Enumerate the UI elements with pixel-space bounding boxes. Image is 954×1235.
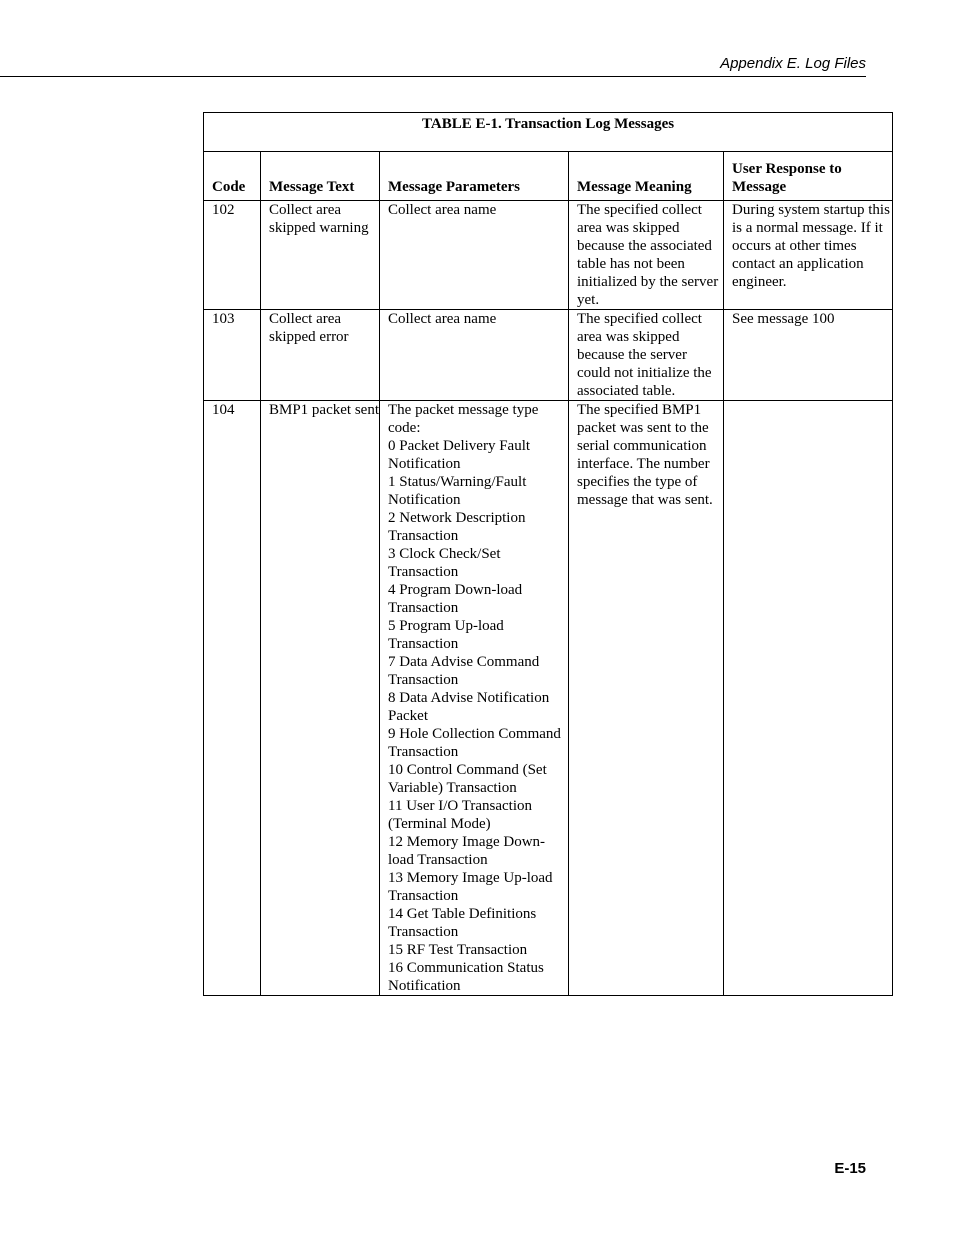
parameter-line: 10 Control Command (Set Variable) Transaction xyxy=(388,762,547,796)
running-header: Appendix E. Log Files xyxy=(720,55,866,72)
parameter-line: 16 Communication Status Notification xyxy=(388,960,544,994)
table-row xyxy=(204,401,893,996)
parameter-line: 12 Memory Image Down-load Transaction xyxy=(388,834,546,868)
parameter-line: 7 Data Advise Command Transaction xyxy=(388,654,540,688)
column-header-code: Code xyxy=(204,152,261,201)
message-text-cell: BMP1 packet sent xyxy=(261,401,380,996)
parameter-line: 5 Program Up-load Transaction xyxy=(388,618,504,652)
parameter-line: 8 Data Advise Notification Packet xyxy=(388,690,550,724)
column-header-message-meaning: Message Meaning xyxy=(569,152,724,201)
message-parameters-cell xyxy=(380,310,569,401)
parameter-line: 11 User I/O Transaction (Terminal Mode) xyxy=(388,798,533,832)
user-response-cell: During system startup this is a normal message. If it occurs at other times contact an application engineer. xyxy=(724,201,893,310)
parameter-line: 0 Packet Delivery Fault Notification xyxy=(388,438,531,472)
user-response-cell xyxy=(724,401,893,996)
parameter-line: Collect area name xyxy=(388,311,497,327)
user-response-cell: See message 100 xyxy=(724,310,893,401)
message-parameters-cell xyxy=(380,401,569,996)
parameter-line: Collect area name xyxy=(388,202,497,218)
table-row xyxy=(204,201,893,310)
column-header-user-response: User Response to Message xyxy=(724,152,893,201)
message-text-cell: Collect area skipped warning xyxy=(261,201,380,310)
code-cell: 104 xyxy=(204,401,261,996)
code-cell: 103 xyxy=(204,310,261,401)
header-rule xyxy=(0,76,866,77)
table-caption: TABLE E-1. Transaction Log Messages xyxy=(204,113,893,152)
message-meaning-cell: The specified BMP1 packet was sent to the serial communication interface. The number specifies the type of message that was sent. xyxy=(569,401,724,996)
parameter-line: 1 Status/Warning/Fault Notification xyxy=(388,474,527,508)
code-cell: 102 xyxy=(204,201,261,310)
table-row xyxy=(204,310,893,401)
parameter-line: The packet message type code: xyxy=(388,402,539,436)
parameter-line: 15 RF Test Transaction xyxy=(388,942,528,958)
column-header-message-parameters: Message Parameters xyxy=(380,152,569,201)
parameter-line: 14 Get Table Definitions Transaction xyxy=(388,906,537,940)
parameter-line: 4 Program Down-load Transaction xyxy=(388,582,523,616)
parameter-line: 13 Memory Image Up-load Transaction xyxy=(388,870,553,904)
column-header-message-text: Message Text xyxy=(261,152,380,201)
parameter-line: 3 Clock Check/Set Transaction xyxy=(388,546,501,580)
parameter-line: 2 Network Description Transaction xyxy=(388,510,526,544)
message-text-cell: Collect area skipped error xyxy=(261,310,380,401)
parameter-line: 9 Hole Collection Command Transaction xyxy=(388,726,561,760)
page-number: E-15 xyxy=(834,1160,866,1177)
transaction-log-table xyxy=(203,112,893,996)
message-meaning-cell: The specified collect area was skipped because the associated table has not been initialized by the server yet. xyxy=(569,201,724,310)
message-parameters-cell xyxy=(380,201,569,310)
message-meaning-cell: The specified collect area was skipped because the server could not initialize the associated table. xyxy=(569,310,724,401)
